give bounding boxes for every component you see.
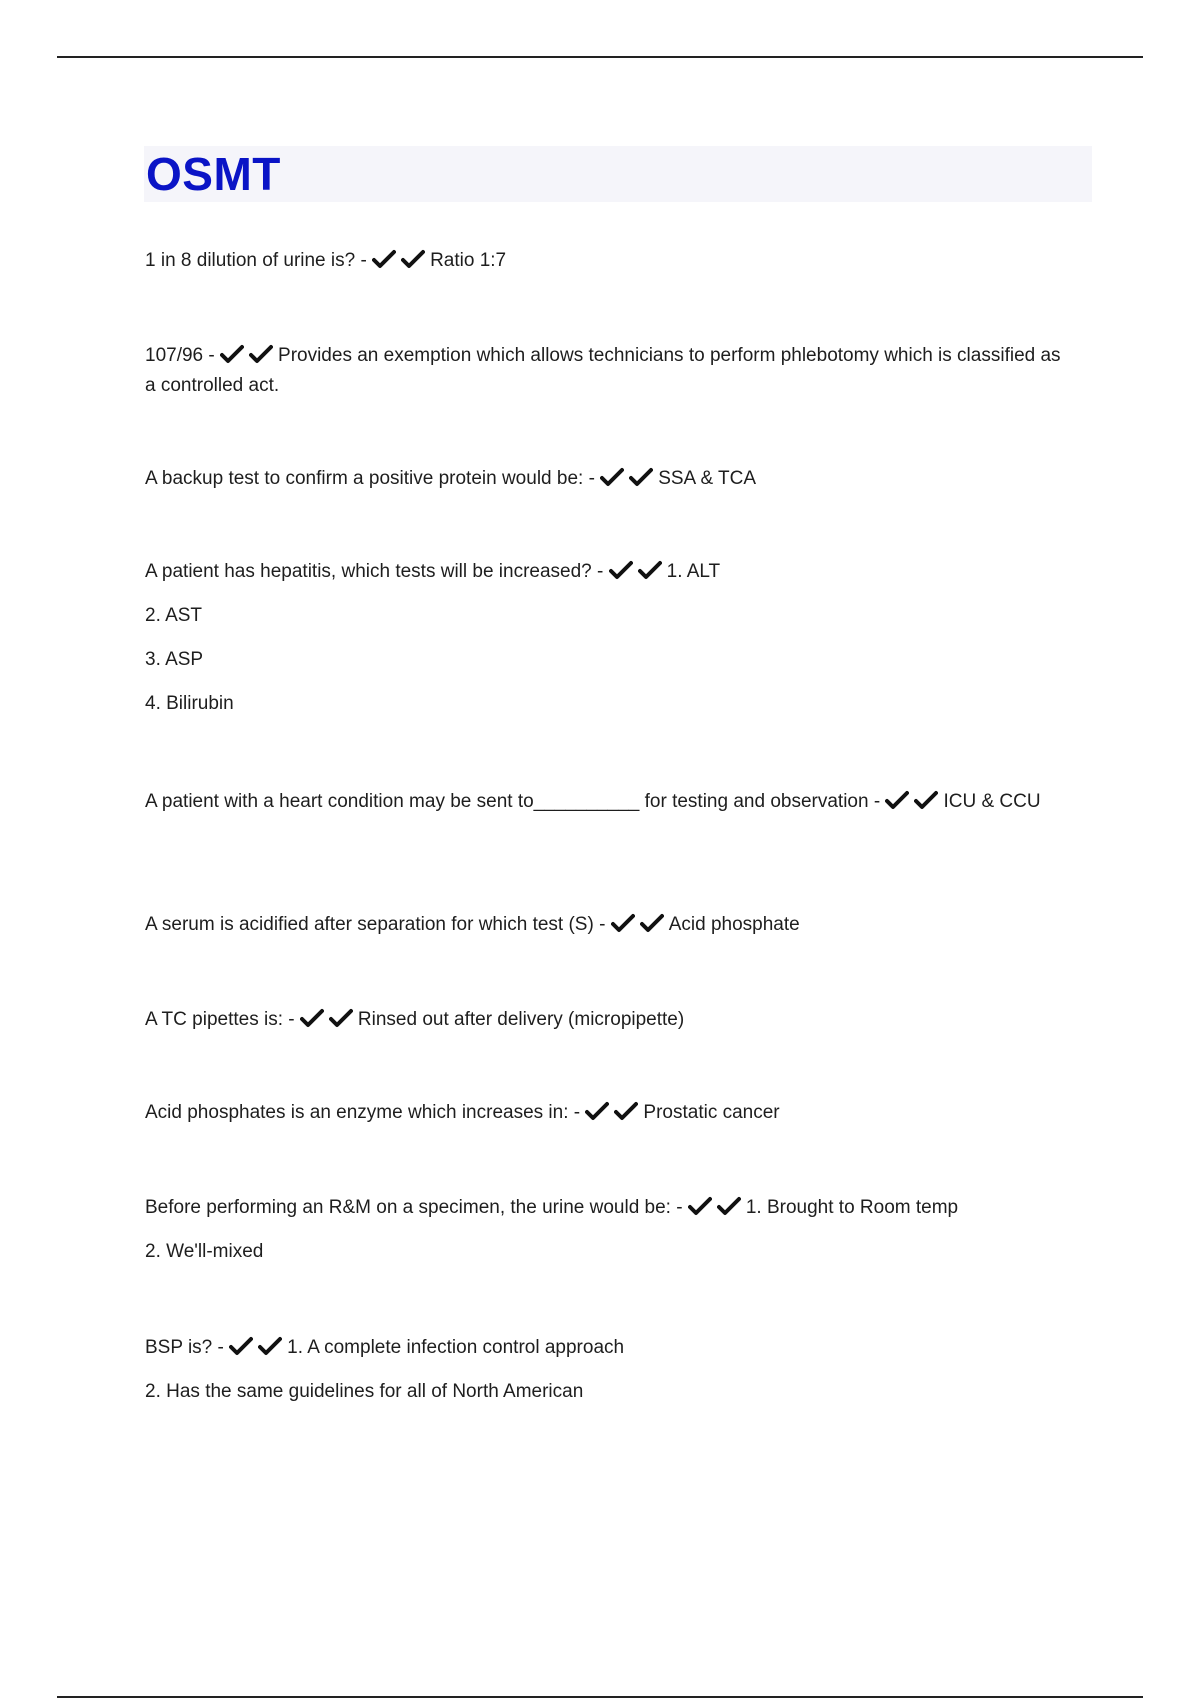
- answer-text: 1. A complete infection control approach: [287, 1337, 625, 1358]
- check-mark-icon: [600, 467, 624, 487]
- check-mark-icon: [614, 1101, 638, 1121]
- answer-text: 1. Brought to Room temp: [745, 1197, 959, 1218]
- check-mark-icon: [258, 1336, 282, 1356]
- answer-continuation: 2. We'll-mixed: [145, 1241, 264, 1262]
- top-rule: [57, 56, 1143, 58]
- question-text: A TC pipettes is:: [145, 1009, 283, 1030]
- answer-text: Ratio 1:7: [430, 250, 507, 271]
- check-mark-icon: [249, 344, 273, 364]
- qa-item-2: [145, 341, 1075, 401]
- check-mark-icon: [220, 344, 244, 364]
- check-mark-icon: [717, 1196, 741, 1216]
- answer-continuation: 2. Has the same guidelines for all of North American: [145, 1381, 584, 1402]
- answer-continuation: 4. Bilirubin: [145, 693, 234, 714]
- qa-item-8: [145, 1098, 1075, 1128]
- qa-line: [145, 1193, 1075, 1223]
- qa-line: [145, 1098, 1075, 1128]
- answer-text: Acid phosphate: [668, 914, 800, 935]
- separator: -: [203, 345, 221, 366]
- separator: -: [593, 914, 611, 935]
- qa-item-9: [145, 1193, 1075, 1267]
- question-text: A serum is acidified after separation for which test (S): [145, 914, 594, 935]
- separator: -: [591, 561, 609, 582]
- check-mark-icon: [329, 1008, 353, 1028]
- qa-line: [145, 1005, 1075, 1035]
- qa-item-3: [145, 464, 1075, 494]
- answer-continuation: 3. ASP: [145, 649, 204, 670]
- answer-text: Rinsed out after delivery (micropipette): [357, 1009, 685, 1030]
- answer-text: SSA & TCA: [658, 468, 757, 489]
- check-mark-icon: [640, 913, 664, 933]
- question-text: 1 in 8 dilution of urine is?: [145, 250, 356, 271]
- answer-text: 1. ALT: [666, 561, 721, 582]
- qa-line: [145, 341, 1075, 401]
- check-mark-icon: [688, 1196, 712, 1216]
- separator: -: [868, 791, 886, 812]
- check-mark-icon: [611, 913, 635, 933]
- qa-line: [145, 246, 1075, 276]
- check-mark-icon: [229, 1336, 253, 1356]
- answer-continuation: 2. AST: [145, 605, 203, 626]
- qa-item-4: [145, 557, 1075, 719]
- separator: -: [670, 1197, 688, 1218]
- separator: -: [583, 468, 601, 489]
- question-text: BSP is?: [145, 1337, 213, 1358]
- separator: -: [568, 1102, 586, 1123]
- question-text: A patient with a heart condition may be sent to__________ for testing and observation: [145, 791, 869, 812]
- question-text: A backup test to confirm a positive protein would be:: [145, 468, 584, 489]
- check-mark-icon: [638, 560, 662, 580]
- title-band: [144, 146, 1092, 202]
- qa-line: [145, 787, 1075, 817]
- question-text: A patient has hepatitis, which tests will be increased?: [145, 561, 592, 582]
- question-text: Before performing an R&M on a specimen, the urine would be:: [145, 1197, 671, 1218]
- qa-line: [145, 910, 1075, 940]
- qa-line: [145, 1333, 1075, 1363]
- check-mark-icon: [629, 467, 653, 487]
- check-mark-icon: [372, 249, 396, 269]
- check-mark-icon: [585, 1101, 609, 1121]
- check-mark-icon: [885, 790, 909, 810]
- separator: -: [212, 1337, 230, 1358]
- qa-item-6: [145, 910, 1075, 940]
- answer-text: Prostatic cancer: [643, 1102, 780, 1123]
- document-title: OSMT: [146, 148, 281, 200]
- question-text: Acid phosphates is an enzyme which increases in:: [145, 1102, 569, 1123]
- qa-item-10: [145, 1333, 1075, 1407]
- separator: -: [355, 250, 373, 271]
- qa-item-7: [145, 1005, 1075, 1035]
- answer-text: ICU & CCU: [943, 791, 1041, 812]
- qa-item-5: [145, 787, 1075, 817]
- check-mark-icon: [401, 249, 425, 269]
- answer-text: Provides an exemption which allows technicians to perform phlebotomy which is classified as a controlled act.: [145, 345, 1061, 396]
- question-text: 107/96: [145, 345, 204, 366]
- check-mark-icon: [300, 1008, 324, 1028]
- bottom-rule: [57, 1696, 1143, 1698]
- check-mark-icon: [609, 560, 633, 580]
- qa-line: [145, 464, 1075, 494]
- qa-item-1: [145, 246, 1075, 276]
- qa-line: [145, 557, 1075, 587]
- check-mark-icon: [914, 790, 938, 810]
- separator: -: [283, 1009, 300, 1030]
